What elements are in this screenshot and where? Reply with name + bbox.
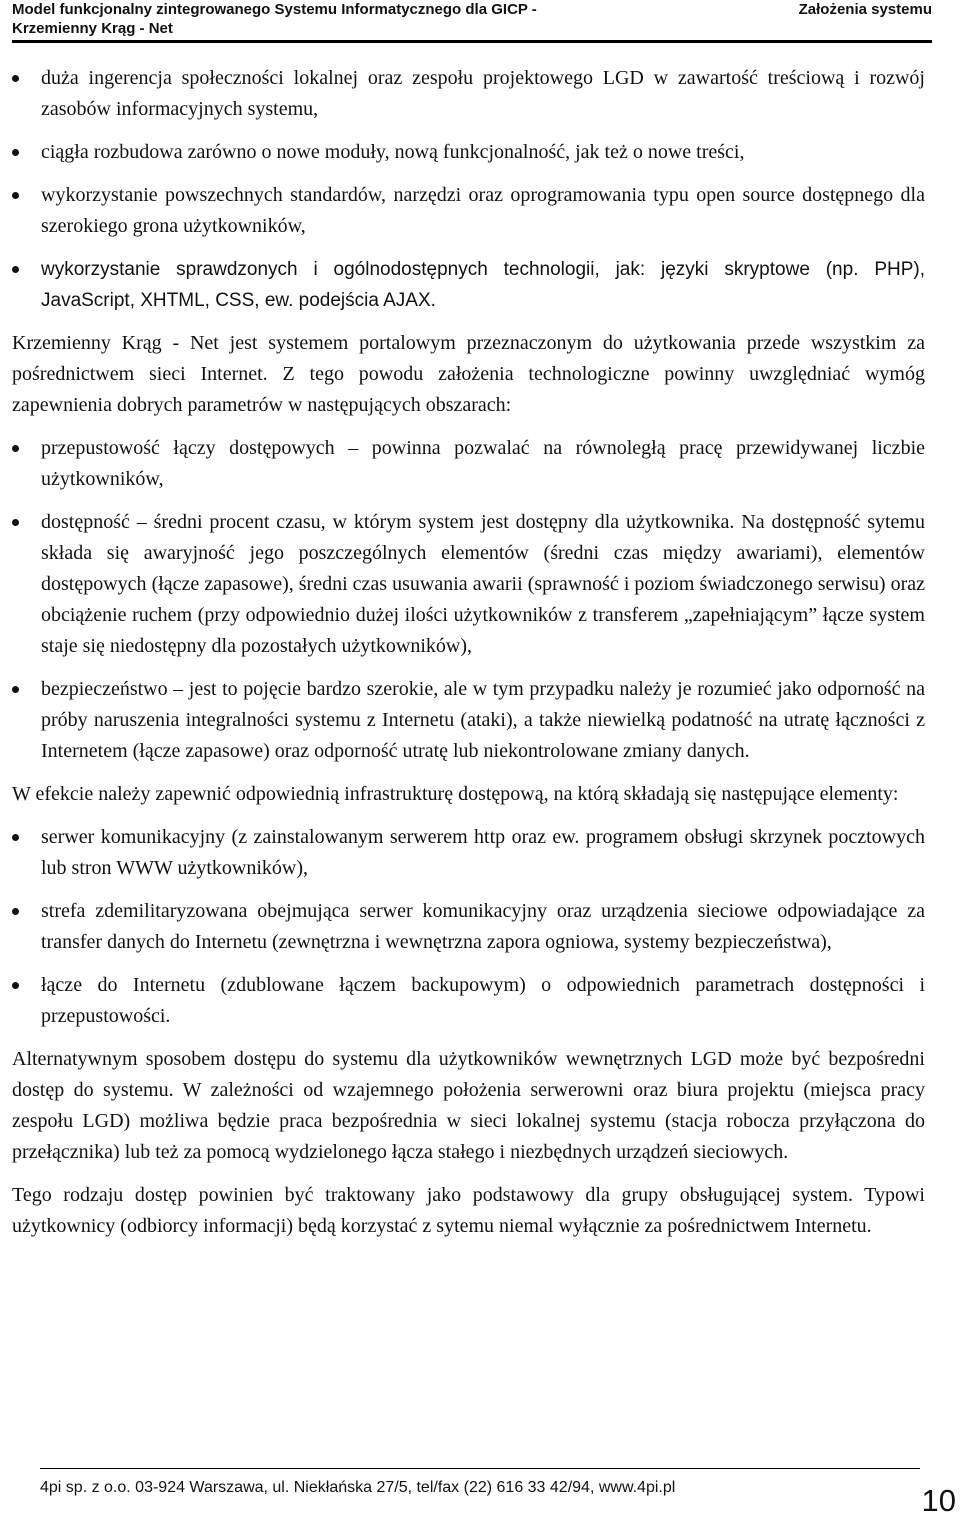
bullet-icon: [12, 192, 19, 199]
bullet-icon: [12, 686, 19, 693]
paragraph: W efekcie należy zapewnić odpowiednią infrastrukturę dostępową, na którą składają się następujące elementy:: [12, 783, 899, 805]
bullet-icon: [12, 445, 19, 452]
list-item: serwer komunikacyjny (z zainstalowanym serwerem http oraz ew. programem obsługi skrzynek pocztowych lub stron WWW użytkowników),: [12, 822, 925, 884]
list-item: strefa zdemilitaryzowana obejmująca serwer komunikacyjny oraz urządzenia sieciowe odpowiadające za transfer danych do Internetu (zewnętrzna i wewnętrzna zapora ogniowa, systemy bezpieczeństwa),: [12, 896, 925, 958]
list-item: duża ingerencja społeczności lokalnej oraz zespołu projektowego LGD w zawartość treściową i rozwój zasobów informacyjnych systemu,: [12, 63, 925, 125]
infrastructure-list: [12, 822, 925, 1032]
list-item: wykorzystanie sprawdzonych i ogólnodostępnych technologii, jak: języki skryptowe (np. PHP), JavaScript, XHTML, CSS, ew. podejścia AJAX.: [12, 254, 925, 316]
paragraph: Alternatywnym sposobem dostępu do systemu dla użytkowników wewnętrznych LGD może być bezpośredni dostęp do systemu. W zależności od wzajemnego położenia serwerowni oraz biura projektu (miejsca pracy zespołu LGD) możliwa będzie praca bezpośrednia w sieci lokalnej systemu (stacja robocza przyłączona do przełącznika) lub też za pomocą wydzielonego łącza stałego i niezbędnych urządzeń sieciowych.: [12, 1048, 925, 1163]
page-number: 10: [921, 1483, 956, 1518]
page-header: [12, 0, 932, 42]
bullet-icon: [12, 149, 19, 156]
footer-address: 4pi sp. z o.o. 03-924 Warszawa, ul. Niekłańska 27/5, tel/fax (22) 616 33 42/94, www.4pi.pl: [40, 1479, 676, 1496]
bullet-icon: [12, 834, 19, 841]
goals-list: [12, 63, 925, 316]
bullet-icon: [12, 908, 19, 915]
list-item: przepustowość łączy dostępowych – powinna pozwalać na równoległą pracę przewidywanej liczbie użytkowników,: [12, 433, 925, 495]
list-item: dostępność – średni procent czasu, w którym system jest dostępny dla użytkownika. Na dostępność sytemu składa się awaryjność jego poszczególnych elementów (średni czas między awariami), elementów dostępowych (łącze zapasowe), średni czas usuwania awarii (sprawność i poziom świadczonego serwisu) oraz obciążenie ruchem (przy odpowiednio dużej ilości użytkowników z transferem „zapełniającym” łącze system staje się niedostępny dla pozostałych użytkowników),: [12, 507, 925, 662]
bullet-icon: [12, 519, 19, 526]
list-item: bezpieczeństwo – jest to pojęcie bardzo szerokie, ale w tym przypadku należy je rozumieć jako odporność na próby naruszenia integralności systemu z Internetu (ataki), a także niewielką podatność na utratę łączności z Internetem (łącze zapasowe) oraz odporność utratę lub niekontrolowane zmiany danych.: [12, 674, 925, 767]
section-title: Założenia systemu: [798, 1, 932, 18]
paragraph: Krzemienny Krąg - Net jest systemem portalowym przeznaczonym do użytkowania przede wszystkim za pośrednictwem sieci Internet. Z tego powodu założenia technologiczne powinny uwzględniać wymóg zapewnienia dobrych parametrów w następujących obszarach:: [12, 332, 925, 416]
parameters-list: [12, 433, 925, 767]
footer-divider: [40, 1468, 920, 1469]
list-item: łącze do Internetu (zdublowane łączem backupowym) o odpowiednich parametrach dostępności i przepustowości.: [12, 970, 925, 1032]
list-item: wykorzystanie powszechnych standardów, narzędzi oraz oprogramowania typu open source dostępnego dla szerokiego grona użytkowników,: [12, 180, 925, 242]
bullet-icon: [12, 982, 19, 989]
header-divider: [12, 40, 932, 43]
bullet-icon: [12, 75, 19, 82]
document-title: Model funkcjonalny zintegrowanego Systemu Informatycznego dla GICP - Krzemienny Krąg - Net: [12, 1, 537, 37]
bullet-icon: [12, 266, 19, 273]
list-item: ciągła rozbudowa zarówno o nowe moduły, nową funkcjonalność, jak też o nowe treści,: [12, 137, 925, 168]
paragraph: Tego rodzaju dostęp powinien być traktowany jako podstawowy dla grupy obsługującej system. Typowi użytkownicy (odbiorcy informacji) będą korzystać z sytemu niemal wyłącznie za pośrednictwem Internetu.: [12, 1184, 925, 1237]
page-content: [12, 63, 925, 1254]
